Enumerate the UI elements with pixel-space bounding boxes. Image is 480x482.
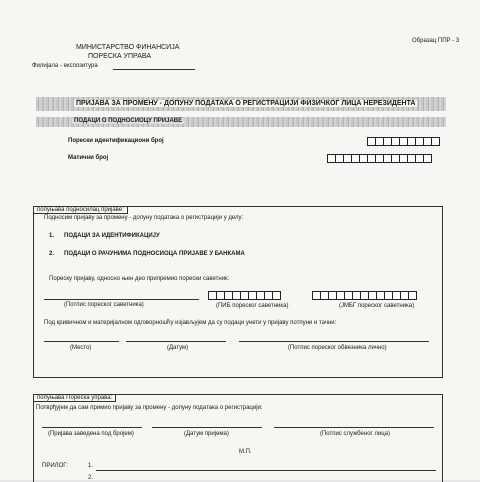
- item-2-text[interactable]: ПОДАЦИ О РАЧУНИМА ПОДНОСИОЦА ПРИЈАВЕ У БАНКАМА: [64, 251, 245, 257]
- branch-field-line[interactable]: [113, 69, 195, 70]
- tax-administration-name: ПОРЕСКА УПРАВА: [88, 53, 152, 60]
- place-caption: (Место): [70, 345, 92, 351]
- advisor-text: Пореску пријаву, односно њен део припремио порески саветник:: [49, 276, 230, 282]
- tax-id-label: Порески идентификациони број: [68, 138, 164, 144]
- tax-id-boxes[interactable]: [367, 137, 439, 146]
- item-1-num: 1.: [49, 233, 55, 239]
- taxpayer-signature-caption: (Потпис пореског обвезника лично): [288, 345, 387, 351]
- date-caption: (Датум): [167, 345, 189, 351]
- official-signature-caption: (Потпис службеног лица): [320, 431, 391, 437]
- item-2-num: 2.: [49, 251, 55, 257]
- tax-admin-block-tab: попуњава Пореска управа:: [34, 395, 116, 402]
- date-line[interactable]: [126, 341, 226, 342]
- official-signature-line[interactable]: [274, 427, 434, 428]
- reg-number-caption: (Пријава заведена под бројем): [48, 431, 134, 437]
- applicant-block-tab: попуњава подносилац пријаве:: [34, 207, 128, 214]
- receipt-date-line[interactable]: [152, 427, 262, 428]
- taxpayer-signature-line[interactable]: [239, 341, 429, 342]
- item-1-text[interactable]: ПОДАЦИ ЗА ИДЕНТИФИКАЦИЈУ: [64, 233, 160, 239]
- stamp-label: М.П.: [239, 449, 252, 455]
- advisor-jmbg-boxes[interactable]: [312, 291, 416, 300]
- attachments-label: ПРИЛОГ:: [42, 463, 69, 469]
- reg-number-boxes[interactable]: [327, 154, 431, 163]
- attachment-2-num: 2.: [88, 475, 94, 481]
- attachment-1-line[interactable]: [96, 470, 436, 471]
- receipt-date-caption: (Датум пријема): [184, 431, 229, 437]
- place-line[interactable]: [44, 341, 119, 342]
- applicant-heading: ПОДАЦИ О ПОДНОСИОЦУ ПРИЈАВЕ: [74, 118, 183, 124]
- advisor-signature-line[interactable]: [44, 299, 199, 300]
- applicant-block: [33, 206, 443, 378]
- branch-label: Филијала - експозитура: [32, 63, 98, 69]
- form-code: Образац ППР - 3: [412, 38, 460, 44]
- liability-text: Под кривичном и материјалном одговорношћу изјављујем да су подаци унети у пријаву потпуни и тачни:: [44, 320, 337, 326]
- reg-number-line[interactable]: [42, 427, 142, 428]
- form-title: ПРИЈАВА ЗА ПРОМЕНУ - ДОПУНУ ПОДАТАКА О РЕГИСТРАЦИЈИ ФИЗИЧКОГ ЛИЦА НЕРЕЗИДЕНТА: [76, 100, 416, 107]
- attachment-1-num: 1.: [88, 463, 94, 469]
- tax-admin-block: [33, 394, 443, 482]
- reg-number-label: Матични број: [68, 155, 109, 161]
- change-intro: Подносим пријаву за промену - допуну података о регистрацији у делу:: [44, 215, 244, 221]
- ministry-name: МИНИСТАРСТВО ФИНАНСИЈА: [76, 44, 180, 51]
- advisor-jmbg-caption: (ЈМБГ пореског саветника): [339, 303, 415, 309]
- advisor-pib-caption: (ПИБ пореског саветника): [216, 303, 289, 309]
- advisor-signature-caption: (Потпис пореског саветника): [64, 302, 144, 308]
- confirm-text: Потврђујем да сам примио пријаву за промену - допуну података о регистрацији:: [36, 405, 263, 411]
- advisor-pib-boxes[interactable]: [208, 291, 280, 300]
